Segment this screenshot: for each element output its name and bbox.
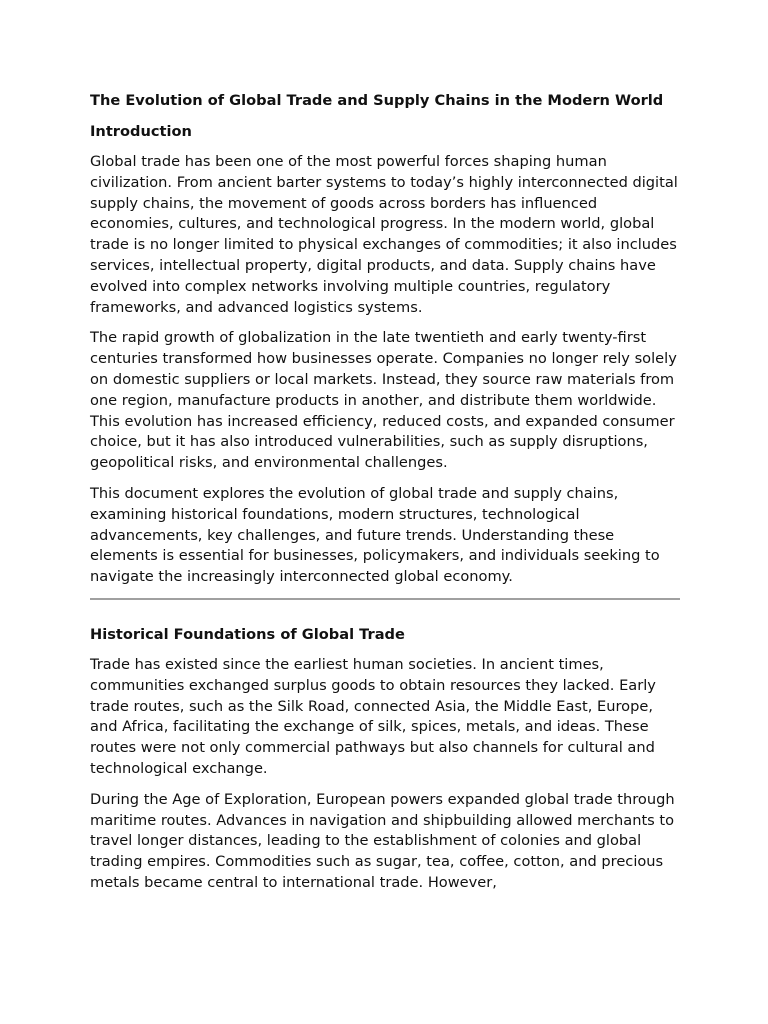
section-divider (90, 598, 680, 600)
document-page (90, 90, 680, 904)
paragraph: Trade has existed since the earliest human societies. In ancient times, communities exchanged surplus goods to obtain resources they lacked. Early trade routes, such as the Silk Road, connected Asia, the Middle East, Europe, and Africa, facilitating the exchange of silk, spices, metals, and ideas. These routes were not only commercial pathways but also channels for cultural and technological exchange. (90, 655, 656, 777)
document-title: The Evolution of Global Trade and Supply Chains in the Modern World (90, 92, 664, 109)
paragraph: Global trade has been one of the most powerful forces shaping human civilization. From ancient barter systems to today’s highly interconnected digital supply chains, the movement of goods across borders has influenced economies, cultures, and technological progress. In the modern world, global trade is no longer limited to physical exchanges of commodities; it also includes services, intellectual property, digital products, and data. Supply chains have evolved into complex networks involving multiple countries, regulatory frameworks, and advanced logistics systems. (90, 153, 678, 316)
section-heading-introduction: Introduction (90, 123, 192, 140)
paragraph: The rapid growth of globalization in the late twentieth and early twenty-first centuries transformed how businesses operate. Companies no longer rely solely on domestic suppliers or local markets. Instead, they source raw materials from one region, manufacture products in another, and distribute them worldwide. This evolution has increased efficiency, reduced costs, and expanded consumer choice, but it has also introduced vulnerabilities, such as supply disruptions, geopolitical risks, and environmental challenges. (90, 329, 677, 472)
section-heading-historical-foundations: Historical Foundations of Global Trade (90, 625, 405, 643)
paragraph: This document explores the evolution of global trade and supply chains, examining historical foundations, modern structures, technological advancements, key challenges, and future trends. Understanding these elements is essential for businesses, policymakers, and individuals seeking to navigate the increasingly interconnected global economy. (90, 484, 660, 586)
paragraph: During the Age of Exploration, European powers expanded global trade through maritime routes. Advances in navigation and shipbuilding allowed merchants to travel longer distances, leading to the establishment of colonies and global trading empires. Commodities such as sugar, tea, coffee, cotton, and precious metals became central to international trade. However, (90, 790, 675, 891)
